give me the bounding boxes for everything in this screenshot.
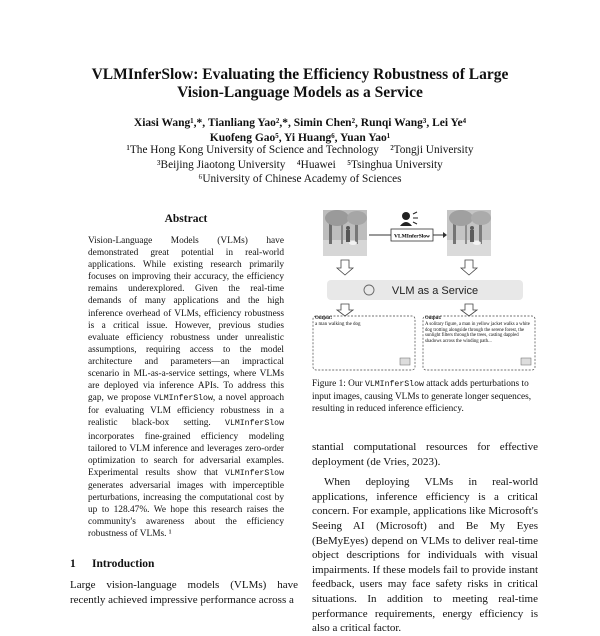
section-title: Introduction xyxy=(92,558,155,570)
tool-name: VLMInferSlow xyxy=(153,394,213,404)
long-output-text: A solitary figure, a man in yellow jacket walks a white dog trotting alongside through the serene forest, the sunlight filters through the trees, casting dappled shadows across the winding path... xyxy=(425,321,530,345)
figure-caption xyxy=(312,378,538,416)
down-arrow-icon xyxy=(461,260,477,275)
down-arrow-icon xyxy=(461,304,477,316)
abstract-text-4: generates adversarial images with imperceptible perturbations, increasing the computational cost by up to 128.47%. We hope this research raises the community's awareness about the efficiency robustness of VLMs. ¹ xyxy=(88,480,284,540)
title-line-2: Vision-Language Models as a Service xyxy=(177,84,423,101)
vlminferslow-box-label: VLMInferSlow xyxy=(393,233,431,240)
output-label: Output: xyxy=(315,316,333,321)
authors-line-2: Kuofeng Gao⁵, Yi Huang⁶, Yuan Yao¹ xyxy=(209,132,391,144)
abstract-text-3: incorporates fine-grained efficiency modeling tailored to VLM inference and leverages zero-order optimization to search for adversarial examples. Experimental results show that xyxy=(88,431,284,478)
down-arrow-icon xyxy=(337,260,353,275)
intro-text: Large vision-language models (VLMs) have recently achieved impressive performance across a xyxy=(70,579,298,606)
right-column-text xyxy=(312,440,538,636)
section-heading xyxy=(70,558,154,570)
caption-tool-name: VLMInferSlow xyxy=(364,380,424,389)
paper-title xyxy=(40,66,560,102)
token-icon xyxy=(400,358,410,365)
short-output-text: a man walking the dog xyxy=(315,322,361,327)
adversarial-image xyxy=(447,210,491,256)
original-image xyxy=(323,210,367,256)
abstract-text-2: , a novel approach for evaluating VLM efficiency robustness in a realistic black-box setting. xyxy=(88,393,284,429)
affiliation-line-1: ¹The Hong Kong University of Science and Technology ²Tongji University xyxy=(126,144,474,156)
tool-name: VLMInferSlow xyxy=(225,468,284,478)
down-arrow-icon xyxy=(337,304,353,316)
paragraph: stantial computational resources for effective deployment (de Vries, 2023). xyxy=(312,441,538,468)
output-label: Output: xyxy=(425,316,442,321)
caption-text-1: Figure 1: Our xyxy=(312,379,365,389)
tool-name: VLMInferSlow xyxy=(225,419,284,429)
authors-line-1: Xiasi Wang¹,*, Tianliang Yao²,*, Simin Chen², Runqi Wang³, Lei Ye⁴ xyxy=(133,117,467,129)
token-icon xyxy=(521,358,531,365)
abstract-heading: Abstract xyxy=(164,213,208,225)
abstract-text-1: Vision-Language Models (VLMs) have demonstrated great potential in real-world applications. While existing research primarily focuses on improving their accuracy, the efficiency remains underexplored. Given the real-time demands of many applications and the high inference overhead of VLMs, efficiency robustness is a critical issue. However, previous studies evaluate efficiency robustness under unrealistic assumptions, requiring access to the model architecture and parameters—an impractical scenario in ML-as-a-service settings, where VLMs are deployed via inference APIs. To address this gap, we propose xyxy=(88,236,284,404)
caption-text-2: attack adds perturbations to input images, causing VLMs to generate longer sequences, resulting in reduced inference efficiency. xyxy=(312,379,532,415)
author-list xyxy=(40,116,560,146)
affiliations xyxy=(40,143,560,187)
affiliation-line-3: ⁶University of Chinese Academy of Sciences xyxy=(198,173,402,185)
vlm-service-label: VLM as a Service xyxy=(391,285,479,297)
affiliation-line-2: ³Beijing Jiaotong University ⁴Huawei ⁵Tsinghua University xyxy=(157,158,443,171)
paragraph: When deploying VLMs in real-world applications, inference efficiency is a critical concern. For example, applications like Microsoft's Seeing AI (Microsoft) and Be My Eyes (BeMyEyes) depend on VLMs to deliver real-time object descriptions for individuals with visual impairments. If these models fail to provide instant feedback, users may face safety risks in critical situations. In addition to meeting real-time performance requirements, energy efficiency is also a critical factor. xyxy=(312,476,538,635)
attacker-icon xyxy=(400,212,418,226)
abstract-body xyxy=(88,235,284,540)
section-number: 1 xyxy=(70,558,76,570)
figure-1 xyxy=(305,210,545,372)
title-line-1: VLMInferSlow: Evaluating the Efficiency Robustness of Large xyxy=(91,66,509,83)
